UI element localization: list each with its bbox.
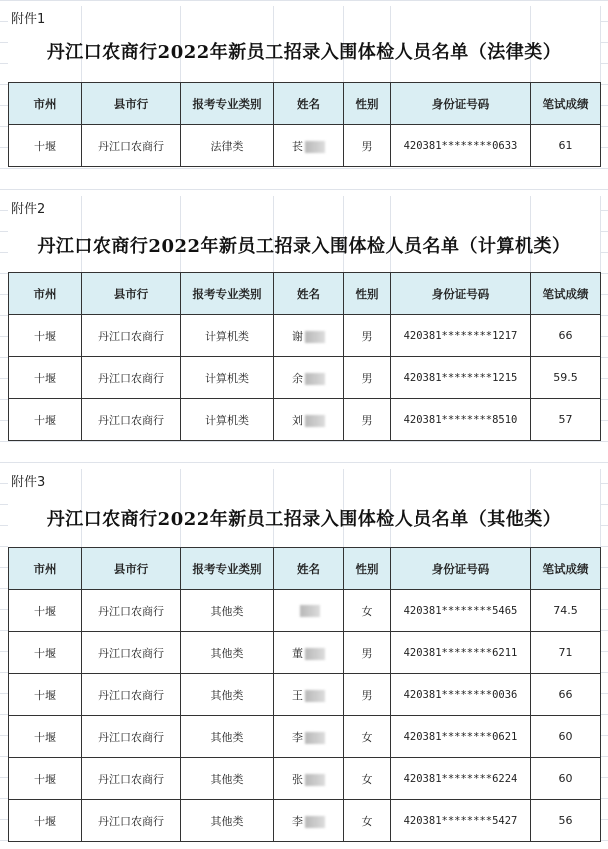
- column-header: 市州: [9, 548, 82, 590]
- cell-text: 女: [361, 772, 373, 786]
- surname: 刘: [292, 413, 303, 427]
- cell-text: 其他类: [210, 730, 244, 744]
- cell-text: 男: [361, 413, 373, 427]
- table-row: [9, 632, 601, 674]
- cell-text: 十堰: [34, 730, 56, 744]
- candidate-table: [8, 272, 601, 441]
- table-cell[interactable]: [181, 315, 274, 357]
- table-row: [9, 590, 601, 632]
- cell-text: 十堰: [34, 139, 56, 153]
- cell-text: 十堰: [34, 329, 56, 343]
- surname: 余: [292, 371, 303, 385]
- table-cell[interactable]: [531, 399, 601, 441]
- name-cell[interactable]: [274, 399, 344, 441]
- table-cell[interactable]: [344, 758, 391, 800]
- cell-text: 57: [558, 413, 573, 426]
- cell-text: 60: [558, 772, 573, 785]
- table-cell[interactable]: [531, 315, 601, 357]
- cell-text: 60: [558, 730, 573, 743]
- cell-text: 计算机类: [205, 329, 249, 343]
- name-cell[interactable]: [274, 800, 344, 842]
- table-cell[interactable]: [531, 674, 601, 716]
- column-header: 笔试成绩: [531, 273, 601, 315]
- redacted-blur: [305, 141, 325, 153]
- surname: 李: [292, 730, 303, 744]
- cell-text: 丹江口农商行: [98, 413, 164, 427]
- table-row: [9, 800, 601, 842]
- table-cell[interactable]: [181, 674, 274, 716]
- cell-text: 其他类: [210, 646, 244, 660]
- surname: 张: [292, 772, 303, 786]
- table-cell[interactable]: [344, 399, 391, 441]
- table-cell[interactable]: [344, 315, 391, 357]
- table-cell[interactable]: [82, 125, 181, 167]
- table-cell[interactable]: [344, 716, 391, 758]
- section-other: [8, 469, 600, 842]
- section-title: 丹江口农商行2022年新员工招录入围体检人员名单（计算机类）: [37, 236, 571, 257]
- table-cell[interactable]: [9, 800, 82, 842]
- cell-text: 男: [361, 646, 373, 660]
- section-computer: [8, 196, 600, 441]
- cell-text: 丹江口农商行: [98, 604, 164, 618]
- table-row: [9, 125, 601, 167]
- surname: 王: [292, 688, 303, 702]
- table-cell[interactable]: [391, 315, 531, 357]
- table-cell[interactable]: [391, 125, 531, 167]
- section-title: 丹江口农商行2022年新员工招录入围体检人员名单（其他类）: [46, 509, 562, 530]
- name-cell[interactable]: [274, 632, 344, 674]
- table-cell[interactable]: [181, 125, 274, 167]
- name-cell[interactable]: [274, 125, 344, 167]
- column-header: 笔试成绩: [531, 548, 601, 590]
- table-row: [9, 716, 601, 758]
- table-row: [9, 674, 601, 716]
- cell-text: 丹江口农商行: [98, 139, 164, 153]
- table-cell[interactable]: [531, 758, 601, 800]
- column-header: 市州: [9, 273, 82, 315]
- redacted-blur: [305, 816, 325, 828]
- table-cell[interactable]: [391, 800, 531, 842]
- column-header: 县市行: [82, 273, 181, 315]
- cell-text: 女: [361, 730, 373, 744]
- table-cell[interactable]: [181, 758, 274, 800]
- surname: 苌: [292, 139, 303, 153]
- table-cell[interactable]: [9, 399, 82, 441]
- cell-text: 66: [558, 329, 573, 342]
- table-cell[interactable]: [391, 674, 531, 716]
- redacted-blur: [305, 415, 325, 427]
- attachment-label: 附件1: [11, 12, 46, 27]
- cell-text: 74.5: [553, 604, 578, 617]
- cell-text: 丹江口农商行: [98, 814, 164, 828]
- name-cell[interactable]: [274, 357, 344, 399]
- column-header: 县市行: [82, 548, 181, 590]
- table-header-row: [9, 273, 601, 315]
- cell-text: 61: [558, 139, 573, 152]
- column-header: 性别: [344, 548, 391, 590]
- table-cell[interactable]: [82, 674, 181, 716]
- table-cell[interactable]: [531, 632, 601, 674]
- cell-text: 十堰: [34, 814, 56, 828]
- table-cell[interactable]: [344, 632, 391, 674]
- column-header: 报考专业类别: [181, 83, 274, 125]
- redacted-blur: [305, 648, 325, 660]
- cell-text: 计算机类: [205, 371, 249, 385]
- name-cell[interactable]: [274, 716, 344, 758]
- table-cell[interactable]: [391, 590, 531, 632]
- cell-text: 420381********5465: [403, 604, 518, 617]
- column-header: 笔试成绩: [531, 83, 601, 125]
- candidate-table: [8, 547, 601, 842]
- surname: 谢: [292, 329, 303, 343]
- redacted-blur: [305, 774, 325, 786]
- cell-text: 十堰: [34, 413, 56, 427]
- cell-text: 420381********5427: [403, 814, 518, 827]
- table-cell[interactable]: [9, 758, 82, 800]
- redacted-blur: [305, 373, 325, 385]
- table-cell[interactable]: [531, 357, 601, 399]
- column-header: 报考专业类别: [181, 548, 274, 590]
- column-header: 身份证号码: [391, 273, 531, 315]
- redacted-blur: [305, 690, 325, 702]
- table-cell[interactable]: [181, 716, 274, 758]
- column-header: 县市行: [82, 83, 181, 125]
- cell-text: 丹江口农商行: [98, 772, 164, 786]
- column-header: 姓名: [274, 83, 344, 125]
- cell-text: 计算机类: [205, 413, 249, 427]
- cell-text: 男: [361, 371, 373, 385]
- table-cell[interactable]: [344, 125, 391, 167]
- cell-text: 420381********8510: [403, 413, 518, 426]
- table-cell[interactable]: [9, 716, 82, 758]
- cell-text: 420381********6211: [403, 646, 518, 659]
- column-header: 身份证号码: [391, 548, 531, 590]
- table-cell[interactable]: [391, 399, 531, 441]
- redacted-blur: [305, 331, 325, 343]
- redacted-blur: [305, 732, 325, 744]
- table-cell[interactable]: [391, 758, 531, 800]
- cell-text: 丹江口农商行: [98, 730, 164, 744]
- table-cell[interactable]: [181, 800, 274, 842]
- table-cell[interactable]: [391, 716, 531, 758]
- cell-text: 十堰: [34, 371, 56, 385]
- table-cell[interactable]: [181, 632, 274, 674]
- column-header: 身份证号码: [391, 83, 531, 125]
- cell-text: 71: [558, 646, 573, 659]
- section-title: 丹江口农商行2022年新员工招录入围体检人员名单（法律类）: [46, 42, 562, 63]
- table-cell[interactable]: [531, 800, 601, 842]
- cell-text: 420381********6224: [403, 772, 518, 785]
- table-cell[interactable]: [82, 716, 181, 758]
- table-row: [9, 315, 601, 357]
- cell-text: 丹江口农商行: [98, 329, 164, 343]
- table-cell[interactable]: [82, 399, 181, 441]
- cell-text: 丹江口农商行: [98, 646, 164, 660]
- column-header: 市州: [9, 83, 82, 125]
- table-cell[interactable]: [531, 125, 601, 167]
- table-cell[interactable]: [82, 357, 181, 399]
- cell-text: 56: [558, 814, 573, 827]
- table-row: [9, 357, 601, 399]
- cell-text: 男: [361, 688, 373, 702]
- table-header-row: [9, 83, 601, 125]
- table-cell[interactable]: [9, 674, 82, 716]
- cell-text: 420381********1217: [403, 329, 518, 342]
- column-header: 报考专业类别: [181, 273, 274, 315]
- table-cell[interactable]: [82, 590, 181, 632]
- cell-text: 男: [361, 139, 373, 153]
- cell-text: 420381********0036: [403, 688, 518, 701]
- column-header: 性别: [344, 273, 391, 315]
- candidate-table: [8, 82, 601, 167]
- table-cell[interactable]: [181, 590, 274, 632]
- redacted-blur: [300, 605, 320, 617]
- table-cell[interactable]: [181, 399, 274, 441]
- column-header: 姓名: [274, 273, 344, 315]
- name-cell[interactable]: [274, 590, 344, 632]
- cell-text: 420381********0633: [403, 139, 518, 152]
- column-header: 性别: [344, 83, 391, 125]
- table-cell[interactable]: [9, 632, 82, 674]
- table-header-row: [9, 548, 601, 590]
- cell-text: 66: [558, 688, 573, 701]
- table-cell[interactable]: [181, 357, 274, 399]
- table-cell[interactable]: [391, 632, 531, 674]
- cell-text: 十堰: [34, 772, 56, 786]
- cell-text: 丹江口农商行: [98, 688, 164, 702]
- table-cell[interactable]: [531, 716, 601, 758]
- cell-text: 其他类: [210, 814, 244, 828]
- name-cell[interactable]: [274, 674, 344, 716]
- cell-text: 420381********1215: [403, 371, 518, 384]
- table-cell[interactable]: [9, 125, 82, 167]
- cell-text: 男: [361, 329, 373, 343]
- table-cell[interactable]: [344, 674, 391, 716]
- cell-text: 59.5: [553, 371, 578, 384]
- section-legal: [8, 6, 600, 166]
- table-cell[interactable]: [82, 758, 181, 800]
- table-cell[interactable]: [344, 357, 391, 399]
- attachment-label: 附件2: [11, 202, 46, 217]
- name-cell[interactable]: [274, 758, 344, 800]
- cell-text: 其他类: [210, 688, 244, 702]
- table-cell[interactable]: [82, 632, 181, 674]
- table-cell[interactable]: [344, 800, 391, 842]
- cell-text: 十堰: [34, 604, 56, 618]
- attachment-label: 附件3: [11, 475, 46, 490]
- column-header: 姓名: [274, 548, 344, 590]
- name-cell[interactable]: [274, 315, 344, 357]
- table-cell[interactable]: [9, 357, 82, 399]
- cell-text: 法律类: [210, 139, 244, 153]
- table-cell[interactable]: [82, 315, 181, 357]
- table-cell[interactable]: [344, 590, 391, 632]
- table-cell[interactable]: [9, 590, 82, 632]
- table-row: [9, 758, 601, 800]
- cell-text: 十堰: [34, 688, 56, 702]
- cell-text: 十堰: [34, 646, 56, 660]
- cell-text: 女: [361, 814, 373, 828]
- cell-text: 420381********0621: [403, 730, 518, 743]
- table-cell[interactable]: [531, 590, 601, 632]
- table-cell[interactable]: [391, 357, 531, 399]
- surname: 董: [292, 646, 303, 660]
- table-row: [9, 399, 601, 441]
- surname: 李: [292, 814, 303, 828]
- cell-text: 其他类: [210, 772, 244, 786]
- table-cell[interactable]: [9, 315, 82, 357]
- cell-text: 丹江口农商行: [98, 371, 164, 385]
- cell-text: 女: [361, 604, 373, 618]
- table-cell[interactable]: [82, 800, 181, 842]
- cell-text: 其他类: [210, 604, 244, 618]
